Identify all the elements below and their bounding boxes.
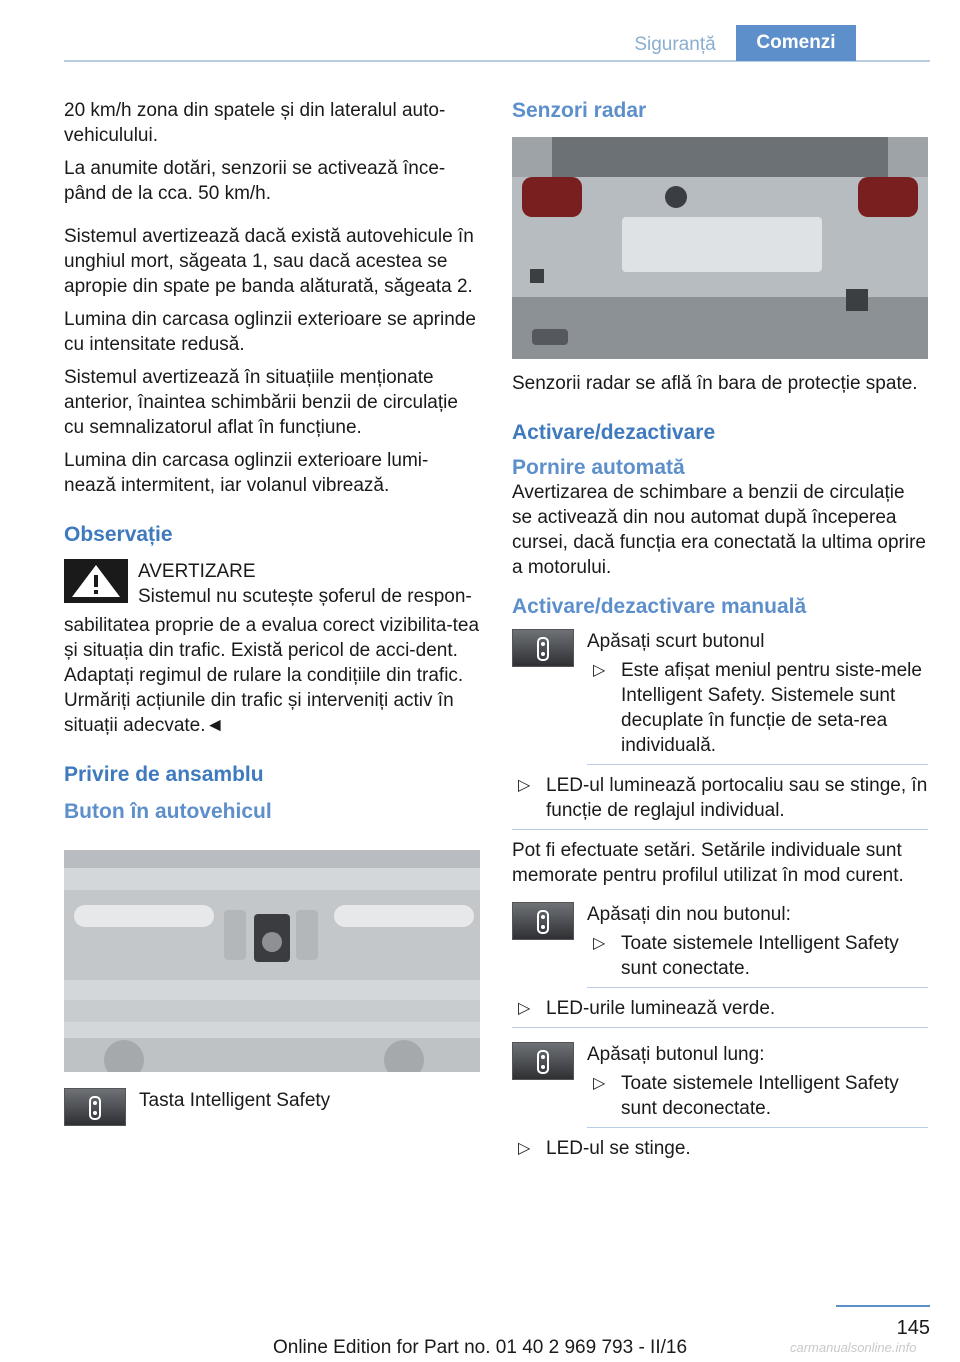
triangle-bullet-icon: ▷ xyxy=(518,1140,531,1157)
paragraph-speed-zone: 20 km/h zona din spatele și din lateralul auto-vehiculului. xyxy=(64,100,446,146)
paragraph-sensors-activate: La anumite dotări, senzorii se activează înce-pând de la cca. 50 km/h. xyxy=(64,158,446,204)
triangle-bullet-icon: ▷ xyxy=(593,935,606,952)
press-short-text: Apăsați scurt butonul xyxy=(587,631,765,652)
settings-text: Pot fi efectuate setări. Setările individuale sunt memorate pentru profilul utilizat în mod curent. xyxy=(512,840,904,886)
tab-controls[interactable]: Comenzi xyxy=(736,25,856,61)
triangle-bullet-icon: ▷ xyxy=(518,1000,531,1017)
left-column xyxy=(64,98,480,1128)
radar-location-text: Senzorii radar se află în bara de protecție spate. xyxy=(512,373,918,394)
press-long-row xyxy=(512,1042,928,1128)
warning-title: AVERTIZARE xyxy=(138,561,256,582)
list-item: ▷ LED-urile luminează verde. xyxy=(512,996,928,1028)
warning-block xyxy=(64,559,480,609)
page-number: 145 xyxy=(896,1317,930,1339)
warning-text-continued: sabilitatea proprie de a evalua corect vizibilita-tea și situația din trafic. Există pericol de acci-dent. Adaptați regimul de rulare la condițiile din trafic. Urmăriți acțiunile din trafic și interveniți activ în situații adecvate.◄ xyxy=(64,615,480,736)
intelligent-safety-button-icon xyxy=(512,902,574,940)
intelligent-safety-button-icon xyxy=(512,1042,574,1080)
footer-rule xyxy=(836,1305,930,1307)
press-short-row xyxy=(512,629,928,765)
heading-note: Observație xyxy=(64,523,173,546)
press-again-text: Apăsați din nou butonul: xyxy=(587,904,791,925)
triangle-bullet-icon: ▷ xyxy=(593,1075,606,1092)
dashboard-button-photo xyxy=(64,850,480,1072)
heading-button-in-vehicle: Buton în autovehicul xyxy=(64,800,272,823)
heading-manual: Activare/dezactivare manuală xyxy=(512,595,807,618)
rear-bumper-photo xyxy=(512,137,928,359)
footer-edition: Online Edition for Part no. 01 40 2 969 793 - II/16 xyxy=(272,1337,688,1358)
list-item: ▷ LED-ul se stinge. xyxy=(518,1138,691,1159)
intelligent-safety-button-icon xyxy=(64,1088,126,1126)
heading-overview: Privire de ansamblu xyxy=(64,763,264,786)
warning-text: Sistemul nu scutește șoferul de respon- xyxy=(138,586,472,607)
icon-caption-row xyxy=(64,1088,480,1128)
paragraph-blind-spot: Sistemul avertizează dacă există autovehicule în unghiul mort, săgeata 1, sau dacă acestea se apropie din spate pe banda alăturată, săgeata 2. xyxy=(64,226,474,297)
press-long-text: Apăsați butonul lung: xyxy=(587,1044,765,1065)
right-column xyxy=(512,98,928,1169)
triangle-bullet-icon: ▷ xyxy=(518,777,531,794)
intelligent-safety-button-icon xyxy=(512,629,574,667)
list-item: ▷ LED-ul luminează portocaliu sau se stinge, în funcție de reglajul individual. xyxy=(512,773,928,830)
heading-auto-start: Pornire automată xyxy=(512,456,685,479)
triangle-bullet-icon: ▷ xyxy=(593,662,606,679)
tab-safety[interactable]: Siguranță xyxy=(634,34,716,55)
list-item: ▷ Toate sistemele Intelligent Safety sunt deconectate. xyxy=(587,1071,928,1128)
list-item: ▷ Toate sistemele Intelligent Safety sunt conectate. xyxy=(587,931,928,988)
paragraph-mirror-flash: Lumina din carcasa oglinzii exterioare lumi-nează intermitent, iar volanul vibrează. xyxy=(64,450,429,496)
press-again-row xyxy=(512,902,928,988)
heading-activate-deactivate: Activare/dezactivare xyxy=(512,421,716,444)
watermark: carmanualsonline.info xyxy=(790,1340,917,1355)
paragraph-lane-change: Sistemul avertizează în situațiile menționate anterior, înaintea schimbării benzii de circulație cu semnalizatorul aflat în funcțiune. xyxy=(64,367,458,438)
icon-caption: Tasta Intelligent Safety xyxy=(139,1090,331,1111)
list-item: ▷ Este afișat meniul pentru siste-mele Intelligent Safety. Sistemele sunt decuplate în funcție de seta-rea individuală. xyxy=(587,658,928,765)
auto-start-text: Avertizarea de schimbare a benzii de circulație se activează din nou automat după începerea cursei, dacă funcția era conectată la ultima oprire a motorului. xyxy=(512,482,926,578)
paragraph-mirror-light: Lumina din carcasa oglinzii exterioare se aprinde cu intensitate redusă. xyxy=(64,309,476,355)
warning-icon xyxy=(64,559,128,603)
heading-radar-sensors: Senzori radar xyxy=(512,99,647,122)
